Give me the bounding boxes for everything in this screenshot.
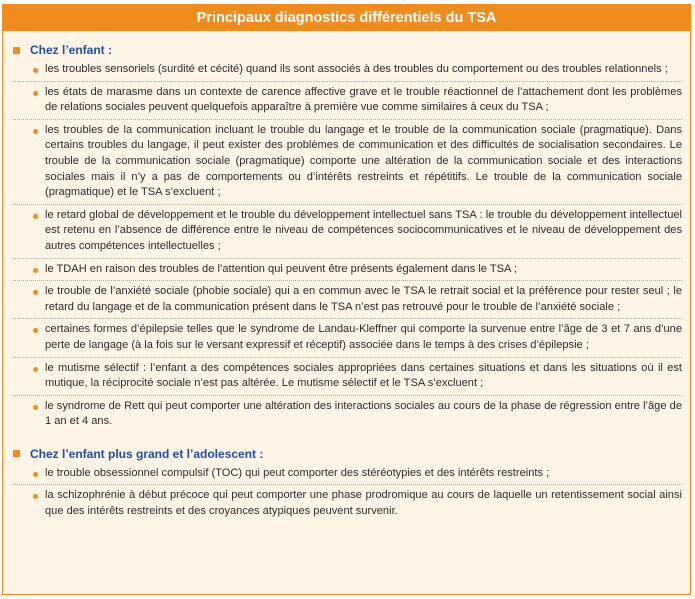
bullet-dot-icon <box>33 129 38 134</box>
square-bullet-icon <box>13 450 20 457</box>
list-item <box>13 258 682 281</box>
list-item <box>13 119 682 204</box>
list-adolescent <box>13 463 682 523</box>
list-item-text: les troubles de la communication incluant le trouble du langage et le trouble de la communication sociale (pragmatique). Dans certains troubles du langage, il peut exister des problèmes de communication et des difficultés de socialisation secondaires. Le trouble de la communication sociale (pragmatique) comporte une altération de la communication sociale et des interactions sociales mais il n’y a pas de comportements ou d’intérêts restreints et répétitifs. Le trouble de la communication sociale (pragmatique) et le TSA s’excluent ; <box>45 123 682 199</box>
bullet-dot-icon <box>33 91 38 96</box>
list-item-text: le trouble de l’anxiété sociale (phobie sociale) qui a en commun avec le TSA le retrait social et la préférence pour rester seul ; le retard du langage et de la communication présent dans le TSA n’est pas retrouvé pour le trouble de l’anxiété sociale ; <box>45 285 682 313</box>
box-content <box>3 31 690 523</box>
list-item-text: le TDAH en raison des troubles de l’attention qui peuvent être présents également dans le TSA ; <box>45 262 517 275</box>
list-item-text: certaines formes d’épilepsie telles que le syndrome de Landau-Kleffner qui comporte la survenue entre l’âge de 3 et 7 ans d’une perte de langage (à la fois sur le versant expressif et réceptif) associée dans le temps à des crises d’épilepsie ; <box>45 323 682 351</box>
list-item-text: le retard global de développement et le trouble du développement intellectuel sans TSA : le trouble du développement intellectuel est retenu en l’absence de différence entre le niveau de compétences sociocommunicatives et le niveau de développement des autres compétences intellectuelles ; <box>45 208 682 252</box>
bullet-dot-icon <box>33 367 38 372</box>
list-item <box>13 357 682 395</box>
bullet-dot-icon <box>33 214 38 219</box>
list-child <box>13 59 682 433</box>
section-gap <box>13 433 682 439</box>
bullet-dot-icon <box>33 268 38 273</box>
list-item-text: les troubles sensoriels (surdité et cécité) quand ils sont associés à des troubles du comportement ou des troubles relationnels ; <box>45 63 668 75</box>
list-item-text: la schizophrénie à début précoce qui peut comporter une phase prodromique au cours de laquelle un retentissement social ainsi que des intérêts restreints et des croyances atypiques peuvent survenir. <box>45 489 682 518</box>
section-heading-label: Chez l’enfant plus grand et l’adolescent : <box>30 446 264 461</box>
list-item <box>13 463 682 485</box>
differential-diagnosis-box <box>2 4 691 595</box>
list-item-text: le syndrome de Rett qui peut comporter une altération des interactions sociales au cours de la phase de régression entre l’âge de 1 an et 4 ans. <box>45 399 682 428</box>
box-title: Principaux diagnostics différentiels du TSA <box>3 5 690 31</box>
list-item-text: les états de marasme dans un contexte de carence affective grave et le trouble réactionnel de l’attachement dont les problèmes de relations sociales peuvent quelquefois apparaître à première vue comme similaires à ceux du TSA ; <box>45 85 682 114</box>
list-item <box>13 280 682 318</box>
list-item-text: le mutisme sélectif : l’enfant a des compétences sociales appropriées dans certaines situations et dans les situations où il est mutique, la réciprocité sociale n’est pas altérée. Le mutisme sélectif et le TSA s’excluent ; <box>45 361 682 390</box>
bullet-dot-icon <box>33 68 38 73</box>
bullet-dot-icon <box>33 328 38 333</box>
bullet-dot-icon <box>33 290 38 295</box>
list-item <box>13 318 682 356</box>
list-item <box>13 204 682 258</box>
list-item <box>13 59 682 81</box>
bullet-dot-icon <box>33 472 38 477</box>
list-item-text: le trouble obsessionnel compulsif (TOC) qui peut comporter des stéréotypies et des intérêts restreints ; <box>45 466 550 479</box>
section-heading-child <box>13 43 682 57</box>
section-heading-label: Chez l’enfant : <box>30 43 113 57</box>
list-item <box>13 484 682 522</box>
list-item <box>13 81 682 119</box>
bullet-dot-icon <box>33 494 38 499</box>
bullet-dot-icon <box>33 405 38 410</box>
square-bullet-icon <box>13 47 20 54</box>
section-heading-adolescent <box>13 447 682 461</box>
list-item <box>13 395 682 433</box>
